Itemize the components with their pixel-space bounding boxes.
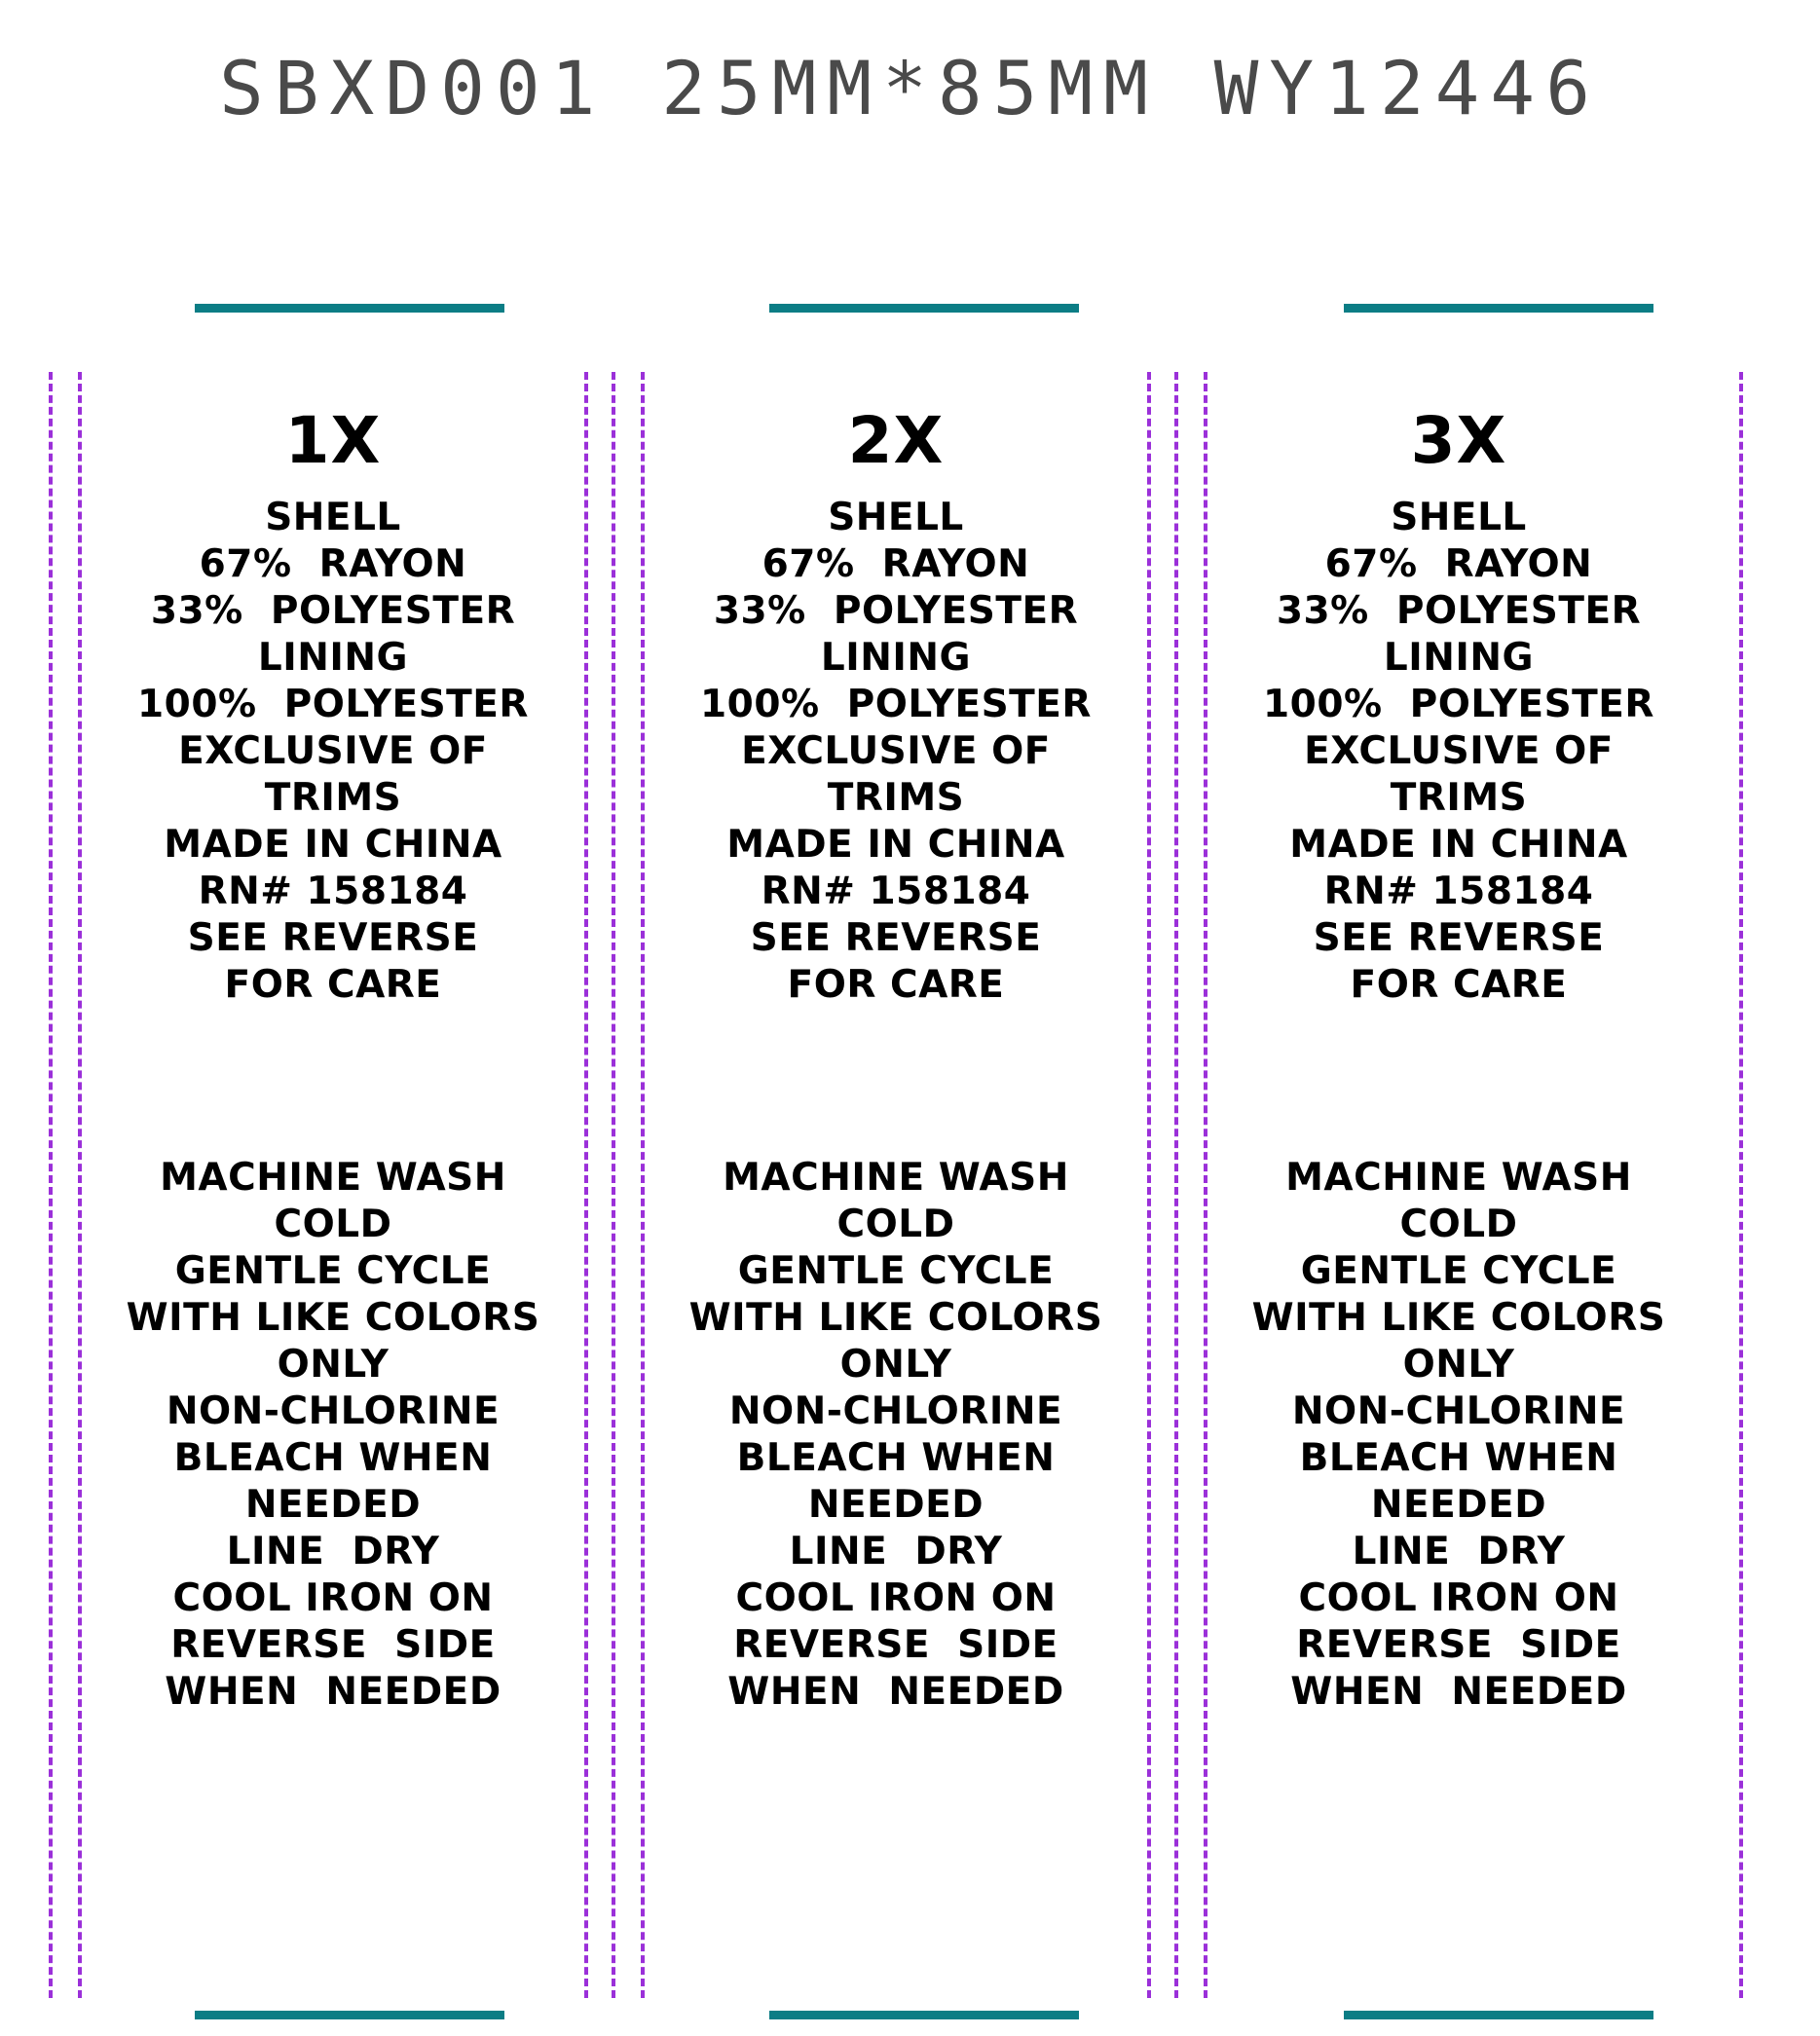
label-line: FOR CARE bbox=[787, 963, 1005, 1007]
label-line: RN# 158184 bbox=[198, 870, 468, 913]
label-line: MACHINE WASH bbox=[723, 1156, 1069, 1200]
cut-tick-mark bbox=[195, 2011, 504, 2019]
size-code: 2X bbox=[847, 403, 945, 478]
perforation-line bbox=[49, 372, 53, 1998]
label-line: EXCLUSIVE OF bbox=[741, 729, 1051, 773]
label-line: SHELL bbox=[1391, 496, 1527, 539]
label-line: SHELL bbox=[265, 496, 401, 539]
label-line: WITH LIKE COLORS bbox=[688, 1296, 1103, 1340]
label-line: MADE IN CHINA bbox=[726, 823, 1065, 867]
label-line: EXCLUSIVE OF bbox=[178, 729, 488, 773]
label-line: GENTLE CYCLE bbox=[174, 1249, 492, 1293]
size-code: 1X bbox=[284, 403, 382, 478]
label-line: TRIMS bbox=[1390, 776, 1528, 820]
care-instructions-block bbox=[652, 1155, 1139, 1716]
label-line: MACHINE WASH bbox=[1285, 1156, 1632, 1200]
label-line: WHEN NEEDED bbox=[727, 1670, 1064, 1714]
label-line: 67% RAYON bbox=[761, 542, 1030, 586]
label-line: 100% POLYESTER bbox=[1263, 683, 1654, 726]
label-line: LINING bbox=[257, 636, 409, 680]
fiber-content-block bbox=[1215, 495, 1702, 1009]
care-label bbox=[1167, 372, 1751, 1998]
label-line: WHEN NEEDED bbox=[1290, 1670, 1627, 1714]
label-line: REVERSE SIDE bbox=[1296, 1623, 1621, 1667]
label-line: SHELL bbox=[828, 496, 964, 539]
label-line: REVERSE SIDE bbox=[170, 1623, 496, 1667]
label-line: BLEACH WHEN bbox=[736, 1436, 1056, 1480]
label-line: COOL IRON ON bbox=[1298, 1576, 1619, 1620]
label-line: 33% POLYESTER bbox=[713, 589, 1079, 633]
bottom-tick-row bbox=[0, 2011, 1820, 2020]
label-line: MADE IN CHINA bbox=[164, 823, 502, 867]
care-instructions-block bbox=[90, 1155, 576, 1716]
perforation-line bbox=[584, 372, 588, 1998]
label-content bbox=[1215, 372, 1702, 1716]
label-line: SEE REVERSE bbox=[187, 916, 479, 960]
perforation-line bbox=[1204, 372, 1207, 1998]
label-line: BLEACH WHEN bbox=[1299, 1436, 1618, 1480]
page-title: SBXD001 25MM*85MM WY12446 bbox=[219, 45, 1601, 131]
label-content bbox=[90, 372, 576, 1716]
label-line: 33% POLYESTER bbox=[150, 589, 516, 633]
fiber-content-block bbox=[90, 495, 576, 1009]
fiber-content-block bbox=[652, 495, 1139, 1009]
label-line: COLD bbox=[836, 1203, 955, 1246]
label-line: LINING bbox=[1383, 636, 1535, 680]
label-line: TRIMS bbox=[264, 776, 402, 820]
cut-tick-mark bbox=[769, 2011, 1079, 2019]
label-line: NEEDED bbox=[244, 1483, 422, 1527]
label-line: 67% RAYON bbox=[1324, 542, 1593, 586]
cut-tick-mark bbox=[1344, 304, 1653, 313]
label-line: LINE DRY bbox=[226, 1530, 440, 1573]
label-line: COLD bbox=[1399, 1203, 1518, 1246]
cut-tick-mark bbox=[195, 304, 504, 313]
care-label bbox=[41, 372, 625, 1998]
label-line: GENTLE CYCLE bbox=[1300, 1249, 1617, 1293]
page-header bbox=[0, 0, 1820, 131]
label-line: RN# 158184 bbox=[761, 870, 1031, 913]
label-line: NEEDED bbox=[807, 1483, 984, 1527]
label-line: WHEN NEEDED bbox=[165, 1670, 501, 1714]
care-label bbox=[604, 372, 1188, 1998]
label-line: TRIMS bbox=[827, 776, 965, 820]
label-line: MADE IN CHINA bbox=[1289, 823, 1628, 867]
perforation-line bbox=[1147, 372, 1151, 1998]
perforation-line bbox=[1739, 372, 1743, 1998]
care-instructions-block bbox=[1215, 1155, 1702, 1716]
label-line: MACHINE WASH bbox=[160, 1156, 506, 1200]
label-line: ONLY bbox=[277, 1343, 390, 1387]
label-line: SEE REVERSE bbox=[1313, 916, 1605, 960]
cut-tick-mark bbox=[1344, 2011, 1653, 2019]
label-line: GENTLE CYCLE bbox=[737, 1249, 1055, 1293]
label-line: 100% POLYESTER bbox=[700, 683, 1092, 726]
label-line: COOL IRON ON bbox=[172, 1576, 494, 1620]
label-line: WITH LIKE COLORS bbox=[126, 1296, 540, 1340]
perforation-line bbox=[78, 372, 82, 1998]
label-line: EXCLUSIVE OF bbox=[1304, 729, 1614, 773]
size-code: 3X bbox=[1410, 403, 1507, 478]
label-line: REVERSE SIDE bbox=[733, 1623, 1059, 1667]
label-line: LINE DRY bbox=[789, 1530, 1003, 1573]
label-content bbox=[652, 372, 1139, 1716]
label-line: ONLY bbox=[1402, 1343, 1515, 1387]
top-tick-row bbox=[0, 304, 1820, 314]
label-line: NON-CHLORINE bbox=[1291, 1389, 1626, 1433]
cut-tick-mark bbox=[769, 304, 1079, 313]
label-line: NON-CHLORINE bbox=[728, 1389, 1063, 1433]
label-line: 100% POLYESTER bbox=[137, 683, 529, 726]
perforation-line bbox=[612, 372, 615, 1998]
label-line: 33% POLYESTER bbox=[1276, 589, 1642, 633]
label-line: WITH LIKE COLORS bbox=[1251, 1296, 1666, 1340]
label-line: RN# 158184 bbox=[1323, 870, 1594, 913]
label-line: NON-CHLORINE bbox=[166, 1389, 501, 1433]
label-line: BLEACH WHEN bbox=[173, 1436, 493, 1480]
label-line: COLD bbox=[274, 1203, 392, 1246]
label-line: LINING bbox=[820, 636, 972, 680]
label-line: NEEDED bbox=[1370, 1483, 1547, 1527]
perforation-line bbox=[1174, 372, 1178, 1998]
label-line: COOL IRON ON bbox=[735, 1576, 1057, 1620]
label-line: ONLY bbox=[839, 1343, 952, 1387]
label-sheet bbox=[0, 372, 1820, 1998]
label-line: LINE DRY bbox=[1352, 1530, 1566, 1573]
label-line: SEE REVERSE bbox=[750, 916, 1042, 960]
label-line: FOR CARE bbox=[224, 963, 442, 1007]
perforation-line bbox=[641, 372, 645, 1998]
label-line: FOR CARE bbox=[1350, 963, 1568, 1007]
label-line: 67% RAYON bbox=[199, 542, 467, 586]
